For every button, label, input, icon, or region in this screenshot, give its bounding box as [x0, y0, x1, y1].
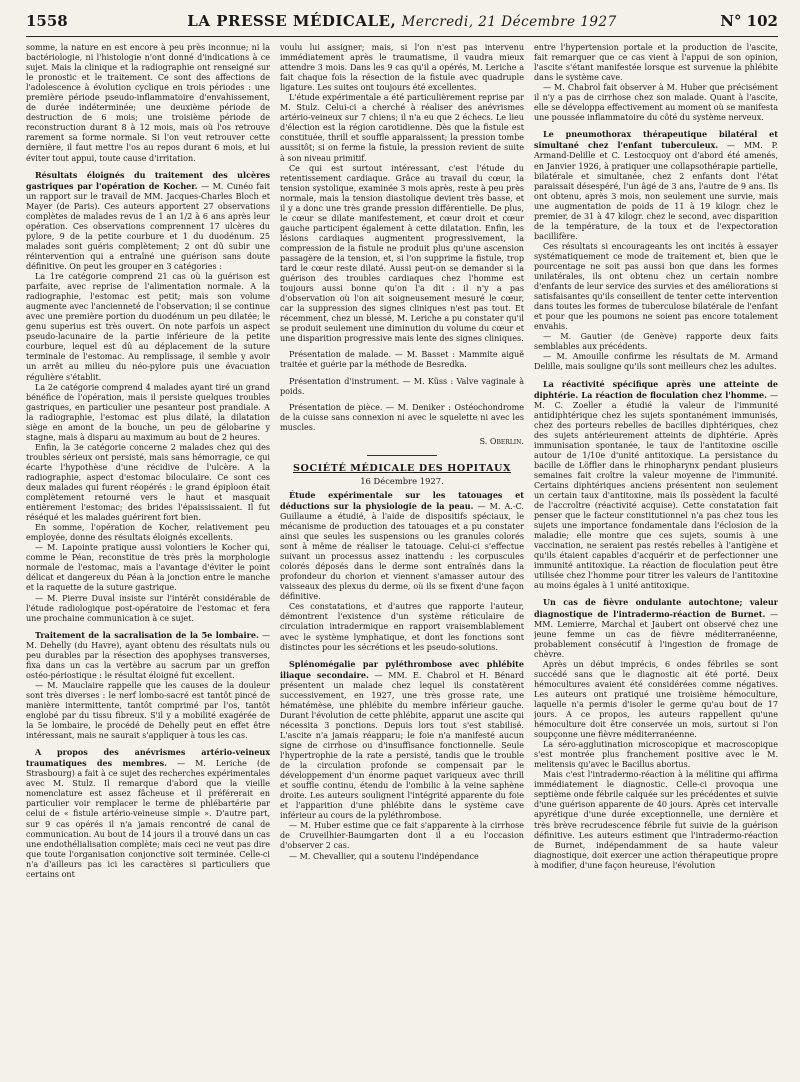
paragraph: — M. Chevallier, qui a soutenu l'indépendance: [289, 851, 479, 861]
presentation-piece: Présentation de pièce. — M. Deniker : Ostéochondrome de la cuisse sans connexion ni avec le squelette ni avec les muscles.: [280, 402, 524, 432]
paragraph: somme, la nature en est encore à peu près inconnue; ni la bactériologie, ni l'histologie n'ont donné d'indications à ce sujet. Mais la clinique et la radiographie ont renseigné sur le pronostic et le traitement. Ce sont des affections de l'adolescence à évolution cyclique en trois périodes : une première période pseudo-inflammatoire d'envahissement, de durée indéterminée; une deuxième période de destruction de 6 mois; une troisième période de reconstruction durant 8 à 12 mois, mais où l'os retrouve rarement sa forme normale. Si l'on veut retrouver cette dernière, il faut mettre l'os au repos durant 6 mois, et lui éviter tout appui, toute cause d'irritation.: [26, 43, 270, 163]
society-title: SOCIÉTÉ MÉDICALE DES HOPITAUX: [292, 462, 512, 474]
paragraph: — M. Mauclaire rappelle que les causes de la douleur sont très diverses : le nerf lombo-sacré est tantôt pincé de manière intermittente, tantôt comprimé par l'os, tantôt englobé par du tissu fibreux. S'il y a mobilité exagérée de la 5e lombaire, le procédé de Dehelly peut en effet être intéressant, mais ne saurait s'appliquer à tous les cas.: [26, 680, 270, 741]
author-signature: S. Oberlin.: [479, 436, 524, 446]
article-aneurysms: [26, 747, 270, 880]
article-sacralisation: [26, 630, 270, 681]
issue-date: Mercredi, 21 Décembre 1927: [401, 14, 617, 30]
article-title: La réactivité spécifique après une atteinte de diphtérie. La réaction de floculation chez l'homme.: [534, 378, 778, 400]
page-number: 1558: [26, 12, 68, 30]
article-body: — M. A.-C. Guillaume a étudié, à l'aide de dispositifs spéciaux, le mécanisme de production des tatouages et a pu constater ainsi que seules les suspensions ou les granules colorés sont à même de réaliser le tatouage. Celui-ci s'effectue suivant un processus assez inattendu : les corpuscules colorés déposés dans le derme sont entraînés dans la profondeur du chorion et viennent s'amasser autour des vaisseaux des plexus du derme, où ils se fixent d'une façon définitive.: [280, 501, 524, 602]
presentation-instrument: Présentation d'instrument. — M. Küss : Valve vaginale à poids.: [280, 376, 524, 396]
page-header: [26, 12, 778, 37]
paragraph: — M. Chabrol fait observer à M. Huber que précisément il n'y a pas de cirrhose chez son malade. Quant à l'ascite, elle se développa effectivement au moment où se manifesta une poussée inflammatoire du côté du système nerveux.: [534, 83, 778, 123]
section-divider: [367, 455, 437, 456]
journal-name: LA PRESSE MÉDICALE,: [187, 12, 397, 30]
article-title: Splénomégalie par pyléthrombose avec phlébite iliaque secondaire.: [280, 658, 524, 680]
text-columns: [26, 43, 778, 1073]
article-body: — M. Leriche (de Strasbourg) a fait à ce sujet des recherches expérimentales avec M. Stulz. Il remarque d'abord que la vieille nomenclature est assez fâcheuse et il préférerait en particulier voir remplacer le terme de phlébartérie par celui de « fistule artério-veineuse simple ». D'autre part, sur 9 cas opérés il n'a jamais rencontré de canal de communication. Au bout de 14 jours il a trouvé dans un cas une endothélialisation complète; mais ceci ne veut pas dire que toute l'organisation conjonctive soit terminée. Celle-ci n'a d'ailleurs pas ici les caractères si particuliers que certains ont: [26, 759, 270, 879]
article-title: Résultats éloignés du traitement des ulcères gastriques par l'opération de Kocher.: [26, 169, 270, 191]
paragraph: Mais c'est l'intradermo-réaction à la mélitine qui affirma immédiatement le diagnostic. Celle-ci provoqua une septième onde fébrile calquée sur les précédentes et suivie d'une guérison apparente de 40 jours. Après cet intervalle apyrétique d'une durée exceptionnelle, une dernière et très brève recrudescence fébrile fut suivie de la guérison définitive. Les auteurs estiment que l'intradermo-réaction de Burnet, indépendamment de sa haute valeur diagnostique, doit exercer une action thérapeutique propre à modifier, d'une façon heureuse, l'évolution: [534, 770, 778, 870]
paragraph: Enfin, la 3e catégorie concerne 2 malades chez qui des troubles sérieux ont persisté, mais sans hémorragie, ce qui écarte l'hypothèse d'une récidive de l'ulcère. A la radiographie, aspect d'estomac biloculaire. Ce sont ces deux malades qui furent réopérés : le grand épiploon était complètement retourné vers le haut et masquait entièrement l'estomac; des brides l'épaississaient. Il fut réséqué et les malades guérirent fort bien.: [26, 442, 270, 523]
paragraph: La séro-agglutination microscopique et macroscopique s'est montrée plus franchement positive avec le M. melitensis qu'avec le Bacillus abortus.: [534, 740, 778, 770]
paragraph: Ce qui est surtout intéressant, c'est l'étude du retentissement cardiaque. Grâce au travail du cœur, la tension systolique, examinée 3 mois après, reste à peu près normale, mais la tension diastolique devient très basse, et il y a donc une très grande pression différentielle. De plus, le cœur se dilate manifestement, et cœur droit et cœur gauche participent également à cette dilatation. Enfin, les lésions cardiaques augmentent progressivement, la compression de la fistule ne produit plus qu'une ascension passagère de la tension, et, si l'on supprime la fistule, trop tard le cœur reste dilaté. Aussi peut-on se demander si la guérison des troubles cardiaques chez l'homme est toujours aussi bonne qu'on l'a dit : il n'y a pas d'observation où l'on ait soigneusement mesuré le cœur, car la suppression des signes cliniques n'est pas tout. Et récemment, chez un blessé, M. Leriche a pu constater qu'il se produit seulement une diminution du volume du cœur et une disparition progressive mais lente des signes cliniques.: [280, 163, 524, 344]
paragraph: entre l'hypertension portale et la production de l'ascite, fait remarquer que ce cas vient à l'appui de son opinion, l'ascite s'étant manifestée lorsque est survenue la phlébite dans le système cave.: [534, 43, 778, 83]
paragraph: — M. Pierre Duval insiste sur l'intérêt considérable de l'étude radiologique post-opératoire de l'estomac et fera une prochaine communication à ce sujet.: [26, 593, 270, 623]
article-title: Le pneumothorax thérapeutique bilatéral et simultané chez l'enfant tuberculeux.: [534, 129, 778, 151]
article-body: — MM. E. Chabrol et H. Bénard présentent un malade chez lequel ils constatèrent successivement, en 1927, une très grosse rate, une hématémèse, une phlébite du membre inférieur gauche. Durant l'évolution de cette phlébite, apparut une ascite qui nécessita 3 ponctions. Depuis lors tout s'est stabilisé. L'ascite n'a jamais réapparu; le foie n'a manifesté aucun signe de cirrhose ou d'insuffisance fonctionnelle. Seule l'hypertrophie de la rate a persisté, tandis que le trouble de la circulation profonde se compensait par le développement d'un énorme paquet variqueux avec thrill et souffle continu, étendu de l'ombilic à la veine saphène droite. Les auteurs soulignent l'intégrité apparente du foie et l'apparition d'une phlébite dans le système cave inférieur au cours de la pyléthrombose.: [280, 670, 524, 821]
paragraph: voulu lui assigner; mais, si l'on n'est pas intervenu immédiatement après le traumatisme, il vaudra mieux attendre 3 mois. Dans les 9 cas qu'il a opérés, M. Leriche a fait chaque fois la résection de la fistule avec quadruple ligature. Les suites ont toujours été excellentes.: [280, 43, 524, 93]
article-undulant-fever: [534, 597, 778, 659]
presentation-malade: Présentation de malade. — M. Basset : Mammite aiguë traitée et guérie par la méthode de Besredka.: [280, 350, 524, 370]
article-body: — M. C. Zoeller a étudié la valeur de l'immunité antidiphtérique chez les sujets spontanément immunisés, chez des porteurs rebelles de bacilles diphtériques, chez des sujets antérieurement atteints de diphtérie. Après immunisation spontanée, le taux de l'antitoxine oscille autour de 1/10e d'unité antitoxique. La persistance du bacille de Löffler dans le rhinopharynx pendant plusieurs semaines fait croître la valeur moyenne de l'immunité. Certains diphtériques anciens présentent non seulement un certain taux d'antitoxine, mais ils possèdent la faculté de l'accroître (réactivité acquise). Cette constatation fait penser que le facteur constitutionnel n'a pas chez tous les sujets une importance fondamentale dans l'éclosion de la maladie; elle montre que ces sujets, soumis à une vaccination, ne seraient pas restés rebelles à l'antigène et qu'ils étaient capables d'acquérir et de perfectionner une immunité antitoxique. La réaction de floculation peut être utilisée chez l'homme pour titrer les valeurs de l'antitoxine au moins égales à 1 unité antitoxique.: [534, 390, 778, 591]
article-splenomegaly: [280, 659, 524, 822]
paragraph: — M. Huber estime que ce fait s'apparente à la cirrhose de Cruveilhier-Baumgarten dont il a eu l'occasion d'observer 2 cas.: [280, 821, 524, 851]
article-title: Étude expérimentale sur les tatouages et déductions sur la physiologie de la peau.: [280, 489, 524, 511]
article-body: — MM. P. Armand-Delille et C. Lestocquoy ont d'abord été amenés, en Janvier 1926, à pratiquer une collapsothérapie partielle, bilatérale et simultanée, chez 2 enfants dont l'état paraissait désespéré, l'un âgé de 3 ans, l'autre de 9 ans. Ils ont obtenu, après 3 mois, non seulement une survie, mais une augmentation de poids de 11 à 19 kilogr. chez le premier, de 31 à 47 kilogr. chez le second, avec disparition de la température, de la toux et de l'expectoration bacillifère.: [534, 141, 778, 241]
article-body: — M. Dehelly (du Havre), ayant obtenu des résultats nuls ou peu durables par la résection des apophyses transverses, fixa dans un cas la vertèbre au sacrum par un greffon ostéo-périostique : le résultat éloigné fut excellent.: [26, 630, 270, 680]
paragraph: Ces résultats si encourageants les ont incités à essayer systématiquement ce mode de traitement et, bien que le pourcentage ne soit pas aussi bon que dans les formes unilatérales, ils ont obtenu chez un certain nombre d'enfants de leur service des survies et des améliorations si satisfaisantes qu'ils conseillent de tenter cette intervention dans toutes les formes de tuberculose bilatérale de l'enfant et pour que les poumons ne soient pas encore totalement envahis.: [534, 241, 778, 332]
column-2: [280, 43, 524, 1073]
paragraph: L'étude expérimentale a été particulièrement reprise par M. Stulz. Celui-ci a cherché à réaliser des anévrismes artério-veineux sur 7 chiens; il n'a eu que 2 échecs. Le lieu d'élection est la région carotidienne. Dès que la fistule est constituée, thrill et souffle apparaissent; la pression tombe aussitôt; si on ferme la fistule, la pression revient de suite à son niveau primitif.: [280, 93, 524, 163]
paragraph: La 2e catégorie comprend 4 malades ayant tiré un grand bénéfice de l'opération, mais il persiste quelques troubles gastriques, en particulier une pesanteur post prandiale. A la radiographie, l'estomac est plus dilaté, la dilatation siège en amont de la bouche, un peu de gélobarine y stagne, mais à disparu au maximum au bout de 2 heures.: [26, 382, 270, 442]
article-title: Un cas de fièvre ondulante autochtone; valeur diagnostique de l'intradermo-réaction de Burnet.: [534, 597, 778, 619]
paragraph: En somme, l'opération de Kocher, relativement peu employée, donne des résultats éloignés excellents.: [26, 523, 270, 543]
issue-number: N° 102: [720, 12, 778, 30]
article-surgery-ulcer: [26, 170, 270, 272]
article-authors: — M. Cunéo fait un rapport sur le travail de MM. Jacques-Charles Bloch et Mayer (de Paris).: [26, 181, 270, 211]
journal-masthead: [86, 12, 718, 30]
article-body: Ces auteurs apportent 27 observations complètes de malades revus de 1 an 1/2 à 6 ans après leur opération. Ces observations comprennent 17 ulcères du pylore, 9 de la petite courbure et 1 du duodénum. 25 malades sont guéris complètement; 2 ont dû subir une réintervention qui a entraîné une guérison sans doute définitive. On peut les grouper en 3 catégories :: [26, 201, 270, 271]
paragraph: Après un début imprécis, 6 ondes fébriles se sont succédé sans que le diagnostic ait été porté. Deux hémocultures avaient été considérées comme négatives. Les auteurs ont pratiqué une troisième hémoculture, laquelle n'a permis d'isoler le germe qu'au bout de 17 jours. A ce propos, les auteurs rappellent qu'une hémoculture doit être conservée un mois, surtout si l'on soupçonne une fièvre méditerranéenne.: [534, 659, 778, 740]
column-1: [26, 43, 270, 1073]
article-title: Traitement de la sacralisation de la 5e lombaire.: [35, 629, 259, 640]
paragraph: — M. Lapointe pratique aussi volontiers le Kocher qui, comme le Péan, reconstitue de très près la morphologie normale de l'estomac, mais a l'avantage d'éviter le point délicat et dangereux du Péan à la jonction entre le manche et la raquette de la suture gastrique.: [26, 543, 270, 593]
article-title: A propos des anévrismes artério-veineux traumatiques des membres.: [26, 747, 270, 769]
paragraph: Ces constatations, et d'autres que rapporte l'auteur, démontrent l'existence d'un système réticulaire de circulation intradermique en rapport vraisemblablement avec le système lymphatique, et dont les fonctions sont distinctes pour les sécrétions et les pseudo-solutions.: [280, 602, 524, 652]
column-3: [534, 43, 778, 1073]
paragraph: — M. Gautier (de Genève) rapporte deux faits semblables aux précédents.: [534, 332, 778, 352]
article-body: — MM. Lemierre, Marchal et Jaubert ont observé chez une jeune femme un cas de fièvre méditerranéenne, probablement consécutif à l'ingestion de fromage de chèvre.: [534, 609, 778, 659]
paragraph: La 1re catégorie comprend 21 cas où la guérison est parfaite, avec reprise de l'alimentation normale. A la radiographie, l'estomac est petit; mais son volume augmente avec l'ancienneté de l'observation; il se continue avec une première portion du duodénum un peu dilatée; le genu superius est très ouvert. On note parfois un aspect pseudo-lacunaire de la partie inférieure de la petite courbure, lequel est dû au déplacement de la suture terminale de l'estomac. Au remplissage, il semble y avoir un arrêt au milieu du néo-pylore puis une évacuation régulière s'établit.: [26, 272, 270, 382]
society-date: 16 Décembre 1927.: [360, 475, 444, 486]
paragraph: — M. Amouille confirme les résultats de M. Armand Delille, mais souligne qu'ils sont meilleurs chez les adultes.: [534, 352, 778, 372]
article-tattoos: [280, 490, 524, 603]
article-pneumothorax: [534, 129, 778, 242]
article-diphtheria: [534, 379, 778, 592]
